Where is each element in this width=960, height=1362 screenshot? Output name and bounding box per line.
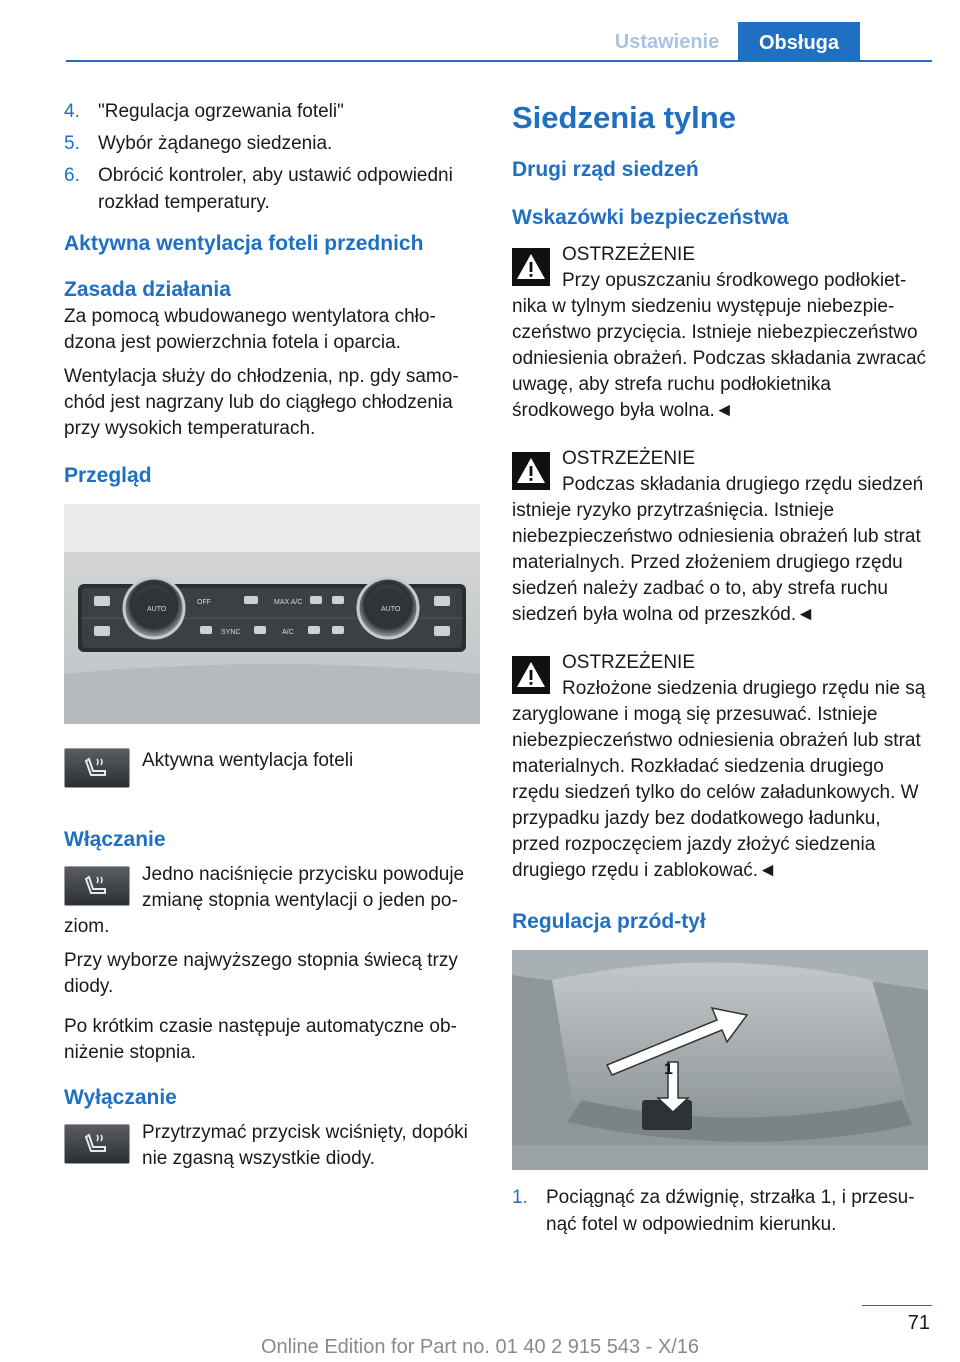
step-number: 1. xyxy=(512,1187,528,1208)
warning-block xyxy=(512,242,928,424)
panel-label: MAX A/C xyxy=(274,599,303,606)
step-text: "Regulacja ogrzewania foteli" xyxy=(98,101,344,122)
step-list xyxy=(64,98,480,216)
climate-panel-illustration xyxy=(64,504,480,724)
step-number: 4. xyxy=(64,101,80,122)
panel-label: OFF xyxy=(197,599,211,606)
panel-label: AUTO xyxy=(381,606,401,613)
seat-ventilation-icon xyxy=(64,1124,130,1164)
overview-title: Przegląd xyxy=(64,464,152,487)
panel-label: AUTO xyxy=(147,606,167,613)
tab-obsluga[interactable]: Obsługa xyxy=(738,22,860,62)
list-item xyxy=(64,130,480,157)
panel-label: SYNC xyxy=(221,629,241,636)
header-rule xyxy=(66,60,932,62)
warning-block xyxy=(512,446,928,628)
warning-text: Podczas składania drugiego rzędu siedzeń istnieje ryzyko przytrzaśnięcia. Istnieje niebezpieczeństwo odniesienia obrażeń lub strat materialnych. Przed złożeniem drugiego rzędu siedzeń należy zadbać o to, aby strefa ruchu siedzeń była wolna od przeszkód.◄ xyxy=(512,474,924,625)
right-column xyxy=(512,98,928,1243)
warning-label: OSTRZEŻENIE xyxy=(562,652,696,673)
seat-ventilation-icon xyxy=(64,748,130,788)
list-item xyxy=(64,98,480,125)
on-text: Jedno naciśnięcie przycisku powoduje zmianę stopnia wentylacji o jeden poziom. xyxy=(64,864,465,937)
step-number: 5. xyxy=(64,133,80,154)
climate-panel-photo xyxy=(64,504,480,724)
list-item xyxy=(64,162,480,216)
tab-ustawienie[interactable]: Ustawienie xyxy=(614,31,720,53)
principle-title: Zasada działania xyxy=(64,278,231,301)
warning-text: Rozłożone siedzenia drugiego rzędu nie są zaryglowane i mogą się przesuwać. Istnieje niebezpieczeństwo odniesienia obrażeń lub strat materialnych. Rozkładać siedzenia drugiego rzędu siedzeń tylko do celów załadunkowych. W przypadku jazdy bez dodatkowego ładunku, przed rozpoczęciem jazdy złożyć siedzenia drugiego rzędu i zablokować.◄ xyxy=(512,678,926,881)
page-title: Siedzenia tylne xyxy=(512,100,736,135)
on-text-2: Przy wyborze najwyższego stopnia świecą trzy diody. xyxy=(64,950,458,997)
step-text: Obrócić kontroler, aby ustawić odpowiedni rozkład temperatury. xyxy=(98,165,453,213)
safety-title: Wskazówki bezpieczeństwa xyxy=(512,206,789,229)
off-title: Wyłączanie xyxy=(64,1086,177,1109)
rear-seat-illustration xyxy=(512,950,928,1170)
ventilation-icon-row xyxy=(64,744,480,804)
warning-text: Przy opuszczaniu środkowego podłokietnika w tylnym siedzeniu występuje niebezpieczeństwo przycięcia. Istnieje niebezpieczeństwo odniesienia obrażeń. Podczas składania zwracać uwagę, aby strefa ruchu podłokietnika środkowego była wolna.◄ xyxy=(512,270,927,421)
warning-icon xyxy=(512,452,550,490)
page-number: 71 xyxy=(907,1312,930,1334)
section-title: Aktywna wentylacja foteli przednich xyxy=(64,232,424,255)
seat-ventilation-icon xyxy=(64,866,130,906)
step-text: Wybór żądanego siedzenia. xyxy=(98,133,333,154)
adjust-title: Regulacja przód-tył xyxy=(512,910,706,933)
list-item xyxy=(512,1184,928,1238)
panel-label: A/C xyxy=(282,629,294,636)
principle-text-2: Wentylacja służy do chłodzenia, np. gdy samochód jest nagrzany lub do ciągłego chłodzenia przy wysokich temperaturach. xyxy=(64,366,459,439)
warning-icon xyxy=(512,248,550,286)
subtitle: Drugi rząd siedzeń xyxy=(512,158,699,181)
off-block xyxy=(64,1120,480,1172)
warning-block xyxy=(512,650,928,884)
warning-icon xyxy=(512,656,550,694)
on-title: Włączanie xyxy=(64,828,166,851)
warning-label: OSTRZEŻENIE xyxy=(562,448,696,469)
on-block xyxy=(64,862,480,940)
off-text: Przytrzymać przycisk wciśnięty, dopóki nie zgasną wszystkie diody. xyxy=(142,1122,468,1169)
footer-rule xyxy=(862,1305,932,1306)
left-column xyxy=(64,98,480,1172)
edition-footer: Online Edition for Part no. 01 40 2 915 543 - X/16 xyxy=(260,1336,700,1358)
on-text-3: Po krótkim czasie następuje automatyczne obniżenie stopnia. xyxy=(64,1016,457,1063)
step-number: 6. xyxy=(64,165,80,186)
rear-seat-photo xyxy=(512,950,928,1170)
principle-text-1: Za pomocą wbudowanego wentylatora chłodzona jest powierzchnia fotela i oparcia. xyxy=(64,306,436,353)
warning-label: OSTRZEŻENIE xyxy=(562,244,696,265)
step-text: Pociągnąć za dźwignię, strzałka 1, i przesunąć fotel w odpowiednim kierunku. xyxy=(546,1187,915,1235)
icon-caption: Aktywna wentylacja foteli xyxy=(142,750,354,771)
step-list xyxy=(512,1184,928,1238)
arrow-number: 1 xyxy=(664,1061,673,1078)
